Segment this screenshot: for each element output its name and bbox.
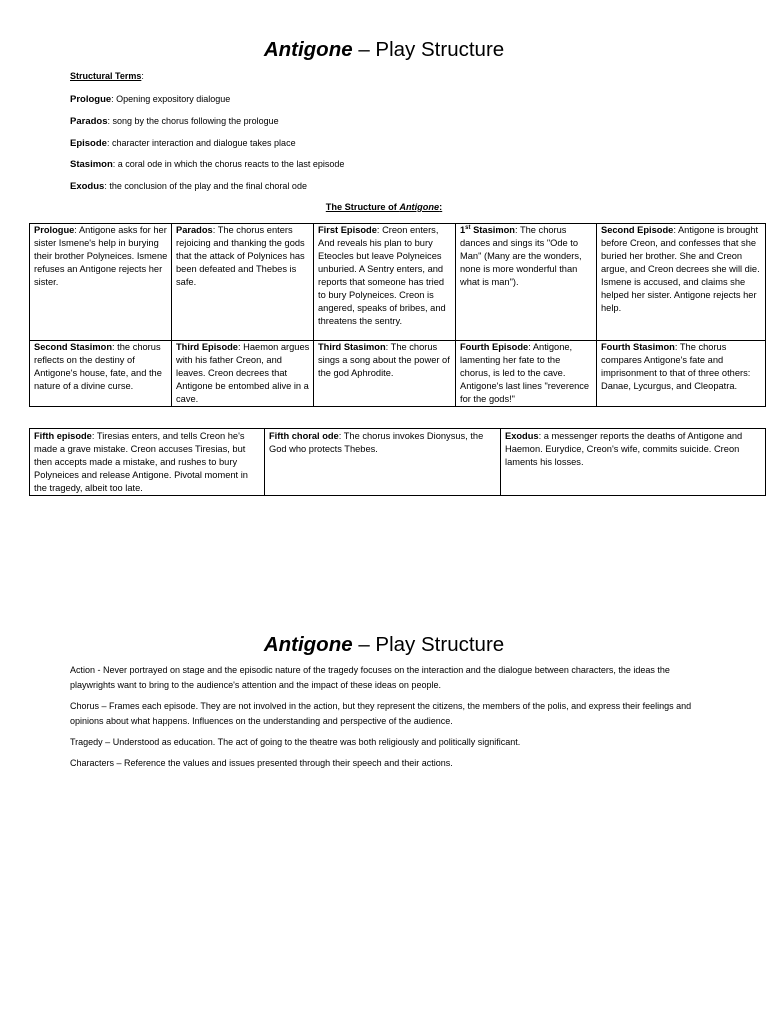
table-row xyxy=(30,341,766,407)
cell-first-episode xyxy=(314,224,456,341)
cell-prologue xyxy=(30,224,172,341)
continuation-table xyxy=(29,428,766,496)
paragraph-characters: Characters – Reference the values and issues presented through their speech and their actions. xyxy=(70,758,453,768)
cell-third-stasimon xyxy=(314,341,456,407)
term-stasimon xyxy=(70,156,710,178)
cell-third-episode xyxy=(172,341,314,407)
term-label: Prologue xyxy=(70,94,112,105)
cell-parados xyxy=(172,224,314,341)
page-title xyxy=(0,36,768,64)
cell-text: : Antigone asks for her sister Ismene's help in burying their brother Polyneices. Ismene refuses an Antigone rejects her sister. xyxy=(34,225,168,287)
structural-terms-heading-text: Structural Terms xyxy=(70,71,142,81)
cell-label: Fifth episode xyxy=(34,431,92,441)
term-definition: : song by the chorus following the prologue xyxy=(107,115,279,126)
cell-fifth-choral-ode xyxy=(265,429,501,496)
term-exodus xyxy=(70,178,710,200)
cell-text: : The chorus dances and sings its "Ode to Man" (Many are the wonders, none is more wonderful than what is man"). xyxy=(460,225,582,287)
cell-label: Parados xyxy=(176,225,213,235)
page-title-rest: – Play Structure xyxy=(352,38,505,61)
cell-text: : Tiresias enters, and tells Creon he's made a grave mistake. Creon accuses Tiresias, but then accepts made a mistake, and rushes to bury Polyneices and release Antigone. Pivotal moment in the tragedy, albeit too late. xyxy=(34,431,248,493)
cell-text: : a messenger reports the deaths of Antigone and Haemon. Eurydice, Creon's wife, commits suicide. Creon laments his losses. xyxy=(505,431,743,467)
structure-table xyxy=(29,223,766,407)
term-episode xyxy=(70,135,710,157)
structure-heading-prefix: The Structure of xyxy=(325,202,400,212)
term-definition: : a coral ode in which the chorus reacts to the last episode xyxy=(112,159,345,170)
cell-text: : the chorus reflects on the destiny of Antigone's house, fate, and the nature of a divine curse. xyxy=(34,342,162,391)
term-prologue xyxy=(70,91,710,113)
cell-text: : Haemon argues with his father Creon, and leaves. Creon decrees that Antigone be entombed alive in a cave. xyxy=(176,342,310,404)
cell-text: : Creon enters, And reveals his plan to bury Eteocles but leave Polyneices unburied. A Sentry enters, and reports that someone has tried to bury Polyneices. Creon is angered, speaks of bribes, and threatens the sentry. xyxy=(318,225,446,326)
page-title-play-name: Antigone xyxy=(263,38,353,61)
cell-exodus xyxy=(501,429,766,496)
term-label: Exodus xyxy=(70,181,105,193)
cell-second-stasimon xyxy=(30,341,172,407)
term-parados xyxy=(70,113,710,135)
cell-text: : The chorus compares Antigone's fate and imprisonment to that of three others: Danae, Lycurgus, and Cleopatra. xyxy=(601,342,751,391)
paragraph-tragedy: Tragedy – Understood as education. The act of going to the theatre was both religiously and politically significant. xyxy=(70,737,521,747)
term-label: Stasimon xyxy=(70,159,113,171)
term-label: Parados xyxy=(70,115,108,127)
table-row xyxy=(30,224,766,341)
cell-label: Prologue xyxy=(34,225,75,235)
section-title-play-name: Antigone xyxy=(263,633,353,656)
cell-first-stasimon xyxy=(456,224,597,341)
notes-paragraphs xyxy=(70,663,695,777)
cell-label-superscript: st xyxy=(465,224,471,231)
cell-label: Exodus xyxy=(505,431,539,441)
cell-text: : Antigone is brought before Creon, and confesses that she buried her brother. She and Creon argue, and Creon decrees she will die. Ismene is accused, and claims she helped her sister. Antigone rejects her help. xyxy=(601,225,760,313)
cell-label: First Episode xyxy=(318,225,377,235)
cell-label: Fifth choral ode xyxy=(269,431,339,441)
structural-terms-heading xyxy=(70,69,144,83)
cell-fifth-episode xyxy=(30,429,265,496)
cell-label: Second Episode xyxy=(601,225,674,235)
term-definition: : character interaction and dialogue takes place xyxy=(106,137,296,148)
cell-text: : The chorus sings a song about the power of the god Aphrodite. xyxy=(318,342,450,378)
structural-terms-list xyxy=(70,91,710,200)
cell-text: : The chorus enters rejoicing and thanking the gods that the attack of Polynices has been defeated and Thebes is safe. xyxy=(176,225,305,287)
section-title-rest: – Play Structure xyxy=(352,633,505,656)
structure-heading-suffix: : xyxy=(439,202,443,212)
cell-label: Second Stasimon xyxy=(34,342,113,352)
cell-text: : Antigone, lamenting her fate to the chorus, is led to the cave. Antigone's last lines "reverence for the gods!" xyxy=(460,342,590,404)
term-definition: : Opening expository dialogue xyxy=(111,94,231,104)
section-title xyxy=(0,631,768,659)
table-row xyxy=(30,429,766,496)
paragraph-chorus: Chorus – Frames each episode. They are not involved in the action, but they represent the citizens, the members of the polis, and express their feelings and opinions about what happens. Influences on the understanding and perspective of the audience. xyxy=(70,701,692,726)
paragraph-action: Action - Never portrayed on stage and the episodic nature of the tragedy focuses on the interaction and the dialogue between characters, the ideas the playwrights want to bring to the audience's attention and the impact of these ideas on people. xyxy=(70,665,670,690)
structure-heading xyxy=(0,200,768,214)
cell-text: : The chorus invokes Dionysus, the God who protects Thebes. xyxy=(269,431,484,454)
term-label: Episode xyxy=(70,137,107,149)
term-definition: : the conclusion of the play and the final choral ode xyxy=(104,181,307,192)
structure-heading-play-name: Antigone xyxy=(399,202,440,212)
cell-label-number: 1 xyxy=(460,225,466,235)
cell-label: Stasimon xyxy=(470,225,515,235)
cell-label: Third Stasimon xyxy=(318,342,386,352)
cell-label: Third Episode xyxy=(176,342,238,352)
cell-fourth-episode xyxy=(456,341,597,407)
cell-label: Fourth Stasimon xyxy=(601,342,675,352)
cell-fourth-stasimon xyxy=(597,341,766,407)
cell-second-episode xyxy=(597,224,766,341)
structural-terms-heading-suffix: : xyxy=(141,71,144,81)
cell-label: Fourth Episode xyxy=(460,342,529,352)
